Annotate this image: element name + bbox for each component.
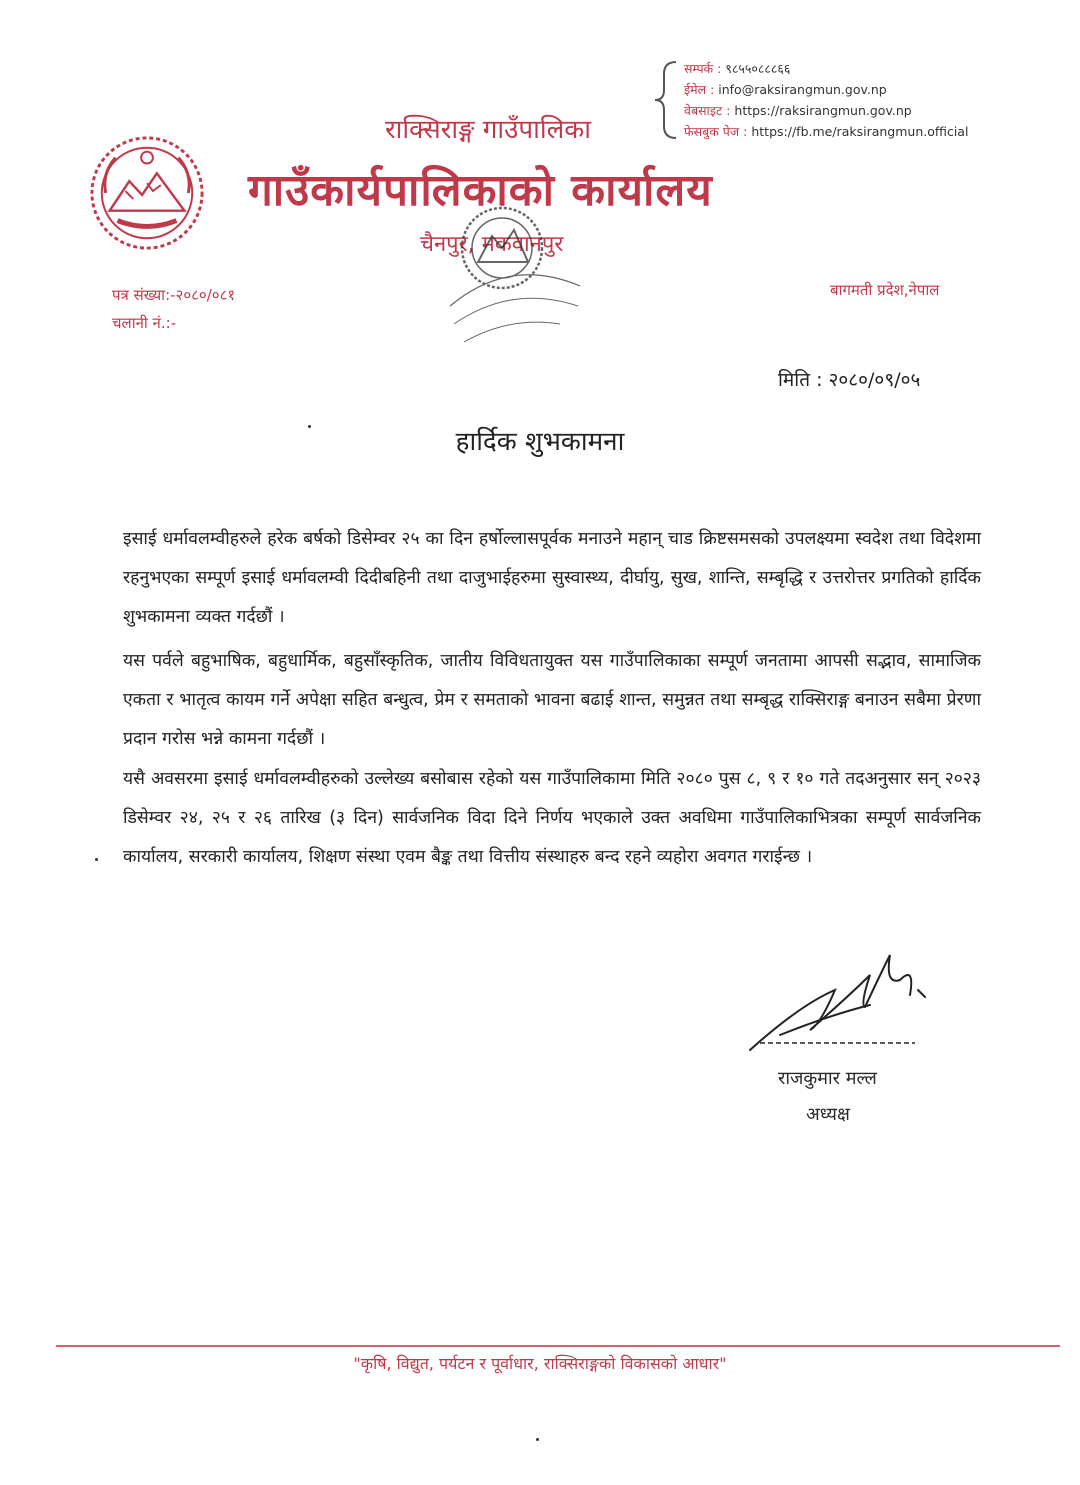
province: बागमती प्रदेश,नेपाल: [830, 281, 940, 299]
contact-details: [684, 58, 968, 142]
signature: [740, 935, 940, 1065]
contact-phone: सम्पर्क : ९८५५०८८८६६: [684, 61, 791, 76]
contact-website: वेबसाइट : https://raksirangmun.gov.np: [684, 103, 912, 118]
speck: [95, 858, 98, 861]
letter-number: पत्र संख्या:-२०८०/०८१: [112, 286, 236, 304]
letter-date: मिति : २०८०/०९/०५: [778, 369, 921, 391]
signer-name: राजकुमार मल्ल: [778, 1068, 877, 1089]
office-address: चैनपुर, मकवानपुर: [420, 232, 564, 257]
body-paragraph-2: यस पर्वले बहुभाषिक, बहुधार्मिक, बहुसाँस्कृतिक, जातीय विविधतायुक्त यस गाउँपालिकाका सम्पूर्ण जनतामा आपसी सद्भाव, सामाजिक एकता र भातृत्व कायम गर्ने अपेक्षा सहित बन्धुत्व, प्रेम र समताको भावना बढाई शान्त, समुन्नत तथा सम्बृद्ध राक्सिराङ्ग बनाउन सबैमा प्रेरणा प्रदान गरोस भन्ने कामना गर्दछौं ।: [123, 651, 981, 749]
speck: [536, 1438, 539, 1441]
speck: [308, 425, 311, 428]
contact-email: ईमेल : info@raksirangmun.gov.np: [684, 82, 887, 97]
footer-motto: "कृषि, विद्युत, पर्यटन र पूर्वाधार, राक्सिराङ्गको विकासको आधार": [353, 1354, 727, 1373]
nepal-emblem-logo: [88, 134, 206, 252]
office-stamp: [440, 196, 590, 356]
footer-divider: [56, 1345, 1060, 1347]
body-paragraph-3: यसै अवसरमा इसाई धर्मावलम्वीहरुको उल्लेख्य बसोबास रहेको यस गाउँपालिकामा मिति २०८० पुस ८, ९ र १० गते तदअनुसार सन् २०२३ डिसेम्वर २४, २५ र २६ तारिख (३ दिन) सार्वजनिक विदा दिने निर्णय भएकाले उक्त अवधिमा गाउँपालिकाभित्रका सम्पूर्ण सार्वजनिक कार्यालय, सरकारी कार्यालय, शिक्षण संस्था एवम बैङ्क तथा वित्तीय संस्थाहरु बन्द रहने व्यहोरा अवगत गराईन्छ ।: [123, 769, 981, 867]
office-title: गाउँकार्यपालिकाको कार्यालय: [248, 165, 713, 216]
curly-brace-icon: [652, 60, 680, 140]
letter-subject: हार्दिक शुभकामना: [455, 427, 625, 457]
body-paragraph-1: इसाई धर्मावलम्वीहरुले हरेक बर्षको डिसेम्वर २५ का दिन हर्षोल्लासपूर्वक मनाउने महान् चाड क्रिष्टसमसको उपलक्ष्यमा स्वदेश तथा विदेशमा रहनुभएका सम्पूर्ण इसाई धर्मावलम्वी दिदीबहिनी तथा दाजुभाईहरुमा सुस्वास्थ्य, दीर्घायु, सुख, शान्ति, सम्बृद्धि र उत्तरोत्तर प्रगतिको हार्दिक शुभकामना व्यक्त गर्दछौं ।: [123, 529, 981, 627]
municipality-name: राक्सिराङ्ग गाउँपालिका: [385, 115, 591, 145]
signer-title: अध्यक्ष: [806, 1104, 850, 1125]
contact-facebook: फेसबुक पेज : https://fb.me/raksirangmun.official: [684, 124, 969, 139]
dispatch-number: चलानी नं.:-: [112, 314, 177, 332]
